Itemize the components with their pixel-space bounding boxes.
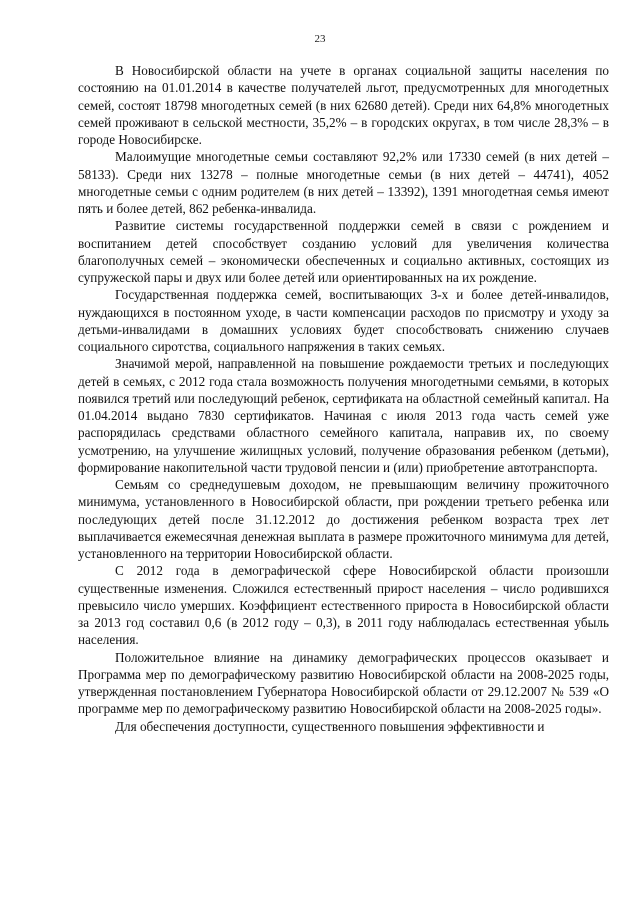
document-body bbox=[78, 62, 609, 735]
paragraph-demographic-changes: С 2012 года в демографической сфере Новосибирской области произошли существенные изменения. Сложился естественный прирост населения – число родившихся превысило число умерших. Коэффициент естественного прироста в Новосибирской области за 2013 год составил 0,6 (в 2012 году – 0,3), в 2011 году наблюдалась естественная убыль населения. bbox=[78, 563, 609, 648]
paragraph-family-capital-certificates: Значимой мерой, направленной на повышение рождаемости третьих и последующих детей в семьях, с 2012 года стала возможность получения многодетными семьями, в которых появился третий или последующий ребенок, сертификата на областной семейный капитал. На 01.04.2014 выдано 7830 сертификатов. Начиная с июля 2013 года часть семей уже распорядилась средствами областного семейного капитала, направив их, по своему усмотрению, на улучшение жилищных условий, получение образования ребенком (детьми), формирование накопительной части трудовой пенсии и (или) приобретение автотранспорта. bbox=[78, 356, 609, 475]
paragraph-demographic-program: Положительное влияние на динамику демографических процессов оказывает и Программа мер по демографическому развитию Новосибирской области на 2008-2025 годы, утвержденная постановлением Губернатора Новосибирской области от 29.12.2007 № 539 «О программе мер по демографическому развитию Новосибирской области на 2008-2025 годы». bbox=[78, 649, 609, 717]
paragraph-monthly-payment: Семьям со среднедушевым доходом, не превышающим величину прожиточного минимума, установленного в Новосибирской области, при рождении третьего ребенка или последующих детей после 31.12.2012 до достижения ребенком возраста трех лет выплачивается ежемесячная денежная выплата в размере прожиточного минимума для детей, установленного на территории Новосибирской области. bbox=[78, 477, 609, 561]
paragraph-state-support-development: Развитие системы государственной поддержки семей в связи с рождением и воспитанием детей способствует созданию условий для увеличения количества благополучных семей – экономически обеспеченных и социально активных, состоящих из супружеской пары и двух или более детей или ориентированных на их рождение. bbox=[78, 218, 609, 285]
paragraph-large-families-registry: В Новосибирской области на учете в органах социальной защиты населения по состоянию на 01.01.2014 в качестве получателей льгот, предусмотренных для многодетных семей, состоят 18798 многодетных семей (в них 62680 детей). Среди них 64,8% многодетных семей проживают в сельской местности, 35,2% – в городских округах, в том числе 28,3% – в городе Новосибирске. bbox=[78, 63, 609, 147]
page-number: 23 bbox=[314, 33, 326, 45]
paragraph-accessibility-continued: Для обеспечения доступности, существенного повышения эффективности и bbox=[115, 718, 545, 734]
paragraph-low-income-families: Малоимущие многодетные семьи составляют 92,2% или 17330 семей (в них детей – 58133). Среди них 13278 – полные многодетные семьи (в них детей – 44741), 4052 многодетные семьи с одним родителем (в них детей – 13392), 1391 многодетная семья имеют пять и более детей, 862 ребенка-инвалида. bbox=[78, 149, 609, 216]
paragraph-disabled-children-support: Государственная поддержка семей, воспитывающих 3-х и более детей-инвалидов, нуждающихся в постоянном уходе, в части компенсации расходов по присмотру и уходу за детьми-инвалидами в домашних условиях будет способствовать снижению случаев социального сиротства, социального напряжения в таких семьях. bbox=[78, 287, 609, 354]
